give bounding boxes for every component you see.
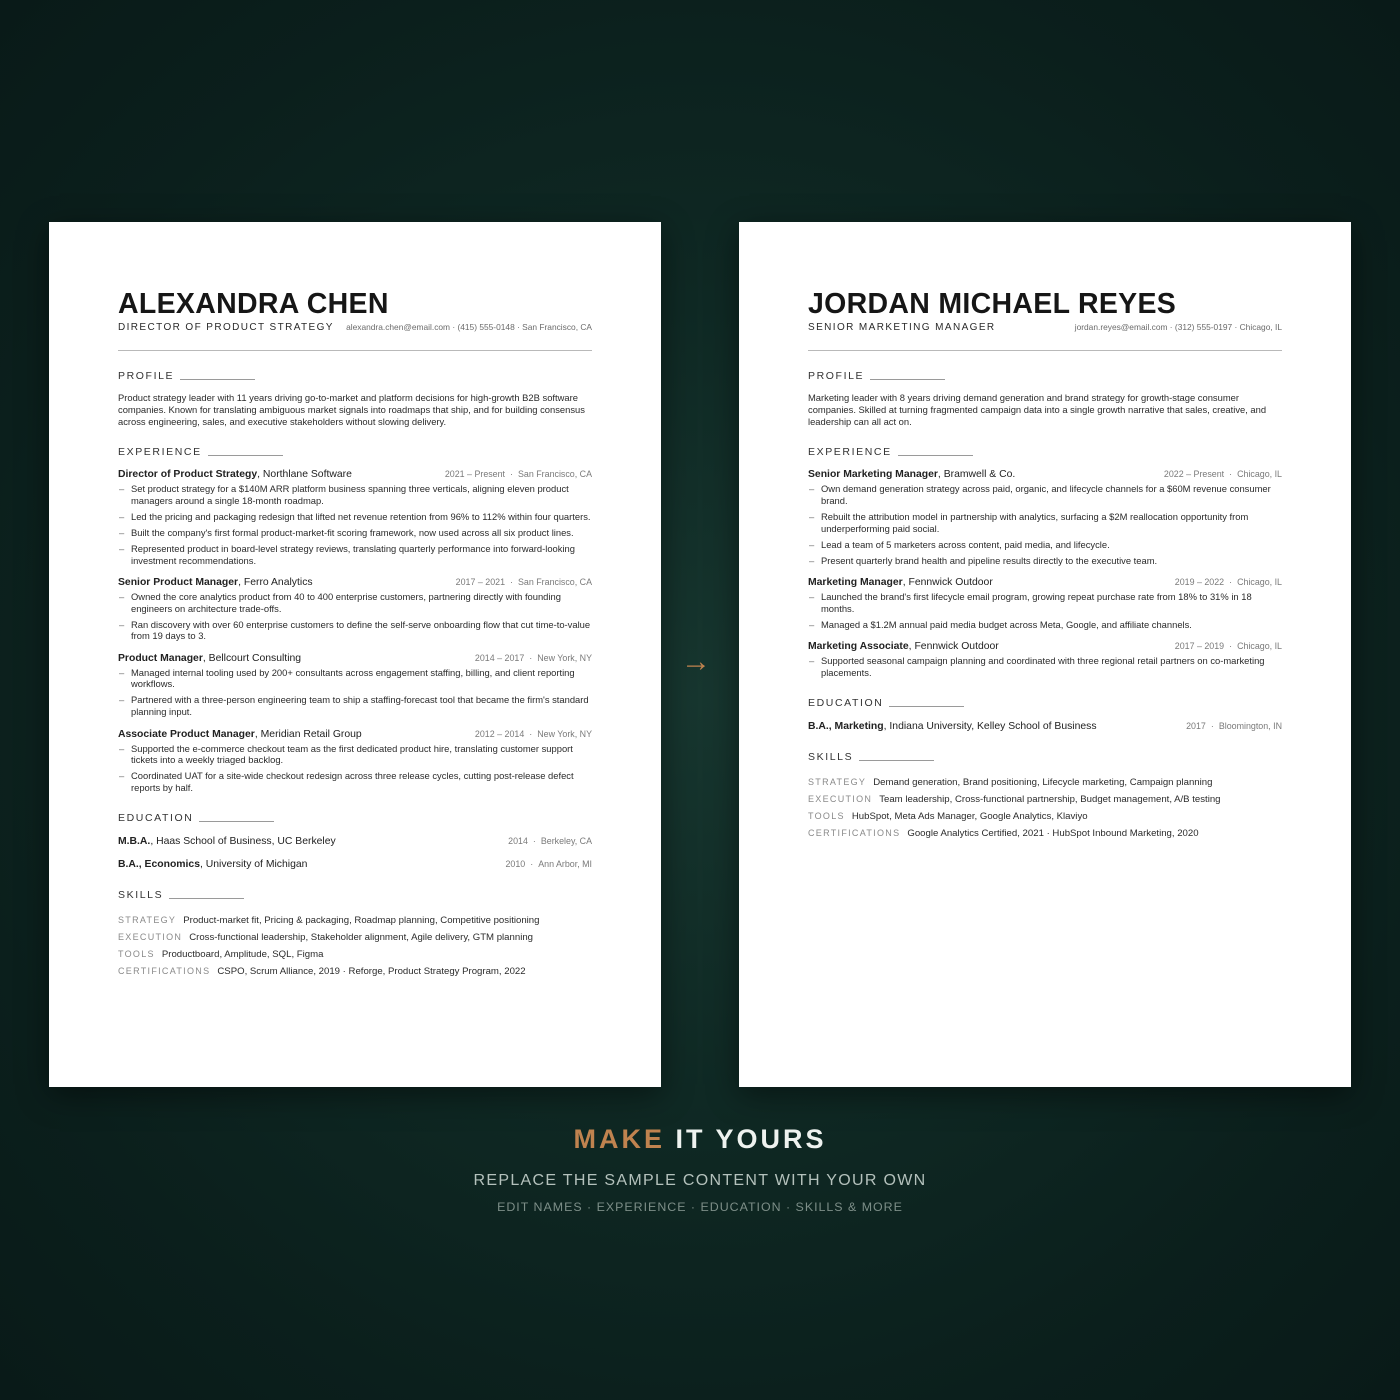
job-role: Director of Product Strategy [118, 469, 258, 481]
job-company: , Bramwell & Co. [937, 469, 1016, 481]
job-bullet: – Set product strategy for a $140M ARR platform business spanning three verticals, aligning eleven product managers around a single 18-month roadmap. [118, 483, 592, 506]
job-dates: 2021 – Present [444, 469, 506, 480]
edu-degree: M.B.A. [118, 836, 151, 848]
experience-entry: Senior Marketing Manager, Bramwell & Co. 2022 – Present · Chicago, IL – Own demand generation strategy across paid, organic, and lifecycle channels for a $60M revenue consumer brand. – Rebuilt the attribution model in partnership with analytics, surfacing a $2M reallocation opportunity from underperforming paid social. – Lead a team of 5 marketers across content, paid media, and lifecycle. – Present quarterly brand health and pipeline results directly to the executive team. [808, 469, 1282, 566]
job-bullet: – Coordinated UAT for a site-wide checkout redesign across three release cycles, cutting post-release defect reports by half. [118, 770, 592, 793]
section-heading-experience: EXPERIENCE [118, 446, 592, 458]
job-role: Senior Product Manager [118, 577, 239, 589]
job-bullet: – Launched the brand's first lifecycle email program, growing repeat purchase rate from 18% to 31% in 18 months. [808, 591, 1282, 614]
job-bullet: – Partnered with a three-person engineering team to ship a staffing-forecast tool that became the firm's standard planning input. [118, 694, 592, 717]
resume-contact: alexandra.chen@email.com · (415) 555-0148 · San Francisco, CA [346, 322, 592, 332]
job-bullet: – Managed internal tooling used by 200+ consultants across engagement staffing, billing, and client reporting workflows. [118, 667, 592, 690]
job-dates: 2019 – 2022 [1174, 577, 1225, 588]
edu-school: , Haas School of Business, UC Berkeley [150, 836, 336, 848]
skill-items: Productboard, Amplitude, SQL, Figma [161, 949, 324, 961]
resume-title: DIRECTOR OF PRODUCT STRATEGY [118, 322, 334, 333]
job-location: San Francisco, CA [518, 469, 592, 480]
skill-items: CSPO, Scrum Alliance, 2019 · Reforge, Product Strategy Program, 2022 [217, 966, 526, 978]
job-role: Marketing Manager [808, 577, 903, 589]
experience-entry: Product Manager, Bellcourt Consulting 2014 – 2017 · New York, NY – Managed internal tooling used by 200+ consultants across engagement staffing, billing, and client reporting workflows. – Partnered with a three-person engineering team to ship a staffing-forecast tool that became the firm's standard planning input. [118, 653, 592, 718]
job-dates: 2014 – 2017 [474, 652, 525, 663]
job-location: Chicago, IL [1237, 641, 1282, 652]
footer-headline-rest: IT YOURS [664, 1124, 827, 1154]
skill-row [808, 774, 1282, 791]
section-heading-profile: PROFILE [808, 370, 1282, 382]
skill-row [808, 808, 1282, 825]
profile-text: Marketing leader with 8 years driving demand generation and brand strategy for growth-stage consumer companies. Skilled at turning fragmented campaign data into a single growth narrative that sales, creative, and leadership can all act on. [808, 392, 1267, 427]
experience-entry: Associate Product Manager, Meridian Retail Group 2012 – 2014 · New York, NY – Supported the e-commerce checkout team as the first dedicated product hire, translating customer support tickets into a weekly triaged backlog. – Coordinated UAT for a site-wide checkout redesign across three release cycles, cutting post-release defect reports by half. [118, 729, 592, 794]
skill-items: Product-market fit, Pricing & packaging, Roadmap planning, Competitive positioning [183, 915, 540, 927]
job-dates: 2017 – 2019 [1174, 641, 1225, 652]
edu-year: 2014 [508, 836, 528, 847]
job-bullet: – Owned the core analytics product from 40 to 400 enterprise customers, partnering directly with founding engineers on architecture trade-offs. [118, 591, 592, 614]
job-bullet: – Represented product in board-level strategy reviews, translating quarterly performance into forward-looking investment recommendations. [118, 543, 592, 566]
skill-items: Google Analytics Certified, 2021 · HubSpot Inbound Marketing, 2020 [907, 828, 1199, 840]
skill-category: EXECUTION [118, 932, 183, 943]
experience-entry: Director of Product Strategy, Northlane Software 2021 – Present · San Francisco, CA – Set product strategy for a $140M ARR platform business spanning three verticals, aligning eleven product managers around a single 18-month roadmap. – Led the pricing and packaging redesign that lifted net revenue retention from 96% to 112% within four quarters. – Built the company's first formal product-market-fit scoring framework, now used across all six product lines. – Represented product in board-level strategy reviews, translating quarterly performance into forward-looking investment recommendations. [118, 469, 592, 566]
resume-header-row [808, 322, 1282, 333]
job-company: , Meridian Retail Group [254, 728, 362, 740]
edu-school: , University of Michigan [200, 859, 308, 871]
header-divider [808, 350, 1282, 351]
edu-location: Ann Arbor, MI [538, 859, 592, 870]
section-heading-profile: PROFILE [118, 370, 592, 382]
skills-list [118, 912, 592, 980]
skill-row [118, 912, 592, 929]
edu-degree: B.A., Economics [118, 859, 200, 871]
skill-category: CERTIFICATIONS [808, 828, 901, 839]
section-heading-skills: SKILLS [118, 889, 592, 901]
resume-name: JORDAN MICHAEL REYES [808, 288, 1177, 320]
job-bullet: – Managed a $1.2M annual paid media budget across Meta, Google, and affiliate channels. [808, 619, 1282, 631]
skill-items: Cross-functional leadership, Stakeholder alignment, Agile delivery, GTM planning [189, 932, 533, 944]
job-location: Chicago, IL [1237, 469, 1282, 480]
footer-headline [0, 1124, 1400, 1155]
job-role: Senior Marketing Manager [808, 469, 938, 481]
skill-items: HubSpot, Meta Ads Manager, Google Analytics, Klaviyo [851, 811, 1088, 823]
skill-items: Demand generation, Brand positioning, Lifecycle marketing, Campaign planning [873, 777, 1213, 789]
skill-category: STRATEGY [808, 777, 867, 788]
resume-title: SENIOR MARKETING MANAGER [808, 322, 996, 333]
job-location: San Francisco, CA [518, 577, 592, 588]
header-divider [118, 350, 592, 351]
job-location: New York, NY [537, 652, 592, 663]
skill-row [808, 825, 1282, 842]
skill-items: Team leadership, Cross-functional partnership, Budget management, A/B testing [879, 794, 1221, 806]
resume-page-right [739, 222, 1351, 1087]
section-heading-experience: EXPERIENCE [808, 446, 1282, 458]
job-role: Marketing Associate [808, 641, 909, 653]
education-entry: M.B.A., Haas School of Business, UC Berkeley 2014 · Berkeley, CA [118, 836, 592, 848]
skill-row [808, 791, 1282, 808]
edu-year: 2017 [1186, 721, 1206, 732]
job-bullet: – Rebuilt the attribution model in partnership with analytics, surfacing a $2M reallocation opportunity from underperforming paid social. [808, 511, 1282, 534]
job-company: , Northlane Software [257, 469, 352, 481]
job-bullet: – Ran discovery with over 60 enterprise customers to define the self-serve onboarding flow that cut time-to-value from 19 days to 3. [118, 619, 592, 642]
resume-page-left [49, 222, 661, 1087]
skill-category: STRATEGY [118, 915, 177, 926]
skill-category: CERTIFICATIONS [118, 966, 211, 977]
job-bullet: – Supported seasonal campaign planning and coordinated with three regional retail partners on co-marketing placements. [808, 655, 1282, 678]
footer-subheadline: REPLACE THE SAMPLE CONTENT WITH YOUR OWN [473, 1172, 927, 1189]
job-role: Product Manager [118, 652, 203, 664]
job-bullet: – Supported the e-commerce checkout team as the first dedicated product hire, translating customer support tickets into a weekly triaged backlog. [118, 743, 592, 766]
edu-year: 2010 [505, 859, 526, 870]
edu-location: Bloomington, IN [1218, 721, 1282, 732]
job-location: Chicago, IL [1237, 577, 1282, 588]
profile-text: Product strategy leader with 11 years driving go-to-market and platform decisions for high-growth B2B software companies. Known for translating ambiguous market signals into roadmaps that ship, and for building consensus across engineering, sales, and executive stakeholders without slowing delivery. [118, 392, 585, 427]
job-dates: 2012 – 2014 [474, 728, 525, 739]
skill-row [118, 946, 592, 963]
experience-entry: Senior Product Manager, Ferro Analytics 2017 – 2021 · San Francisco, CA – Owned the core analytics product from 40 to 400 enterprise customers, partnering directly with founding engineers on architecture trade-offs. – Ran discovery with over 60 enterprise customers to define the self-serve onboarding flow that cut time-to-value from 19 days to 3. [118, 577, 592, 642]
job-role: Associate Product Manager [118, 728, 255, 740]
job-company: , Fennwick Outdoor [908, 641, 999, 653]
job-bullet: – Led the pricing and packaging redesign that lifted net revenue retention from 96% to 112% within four quarters. [118, 511, 592, 523]
skill-row [118, 963, 592, 980]
job-company: , Bellcourt Consulting [202, 652, 302, 664]
skill-category: EXECUTION [808, 794, 873, 805]
arrow-right-icon: → [681, 645, 711, 678]
skill-category: TOOLS [808, 811, 845, 822]
skill-row [118, 929, 592, 946]
resume-header-row [118, 322, 592, 333]
job-bullet: – Lead a team of 5 marketers across content, paid media, and lifecycle. [808, 539, 1282, 551]
job-dates: 2017 – 2021 [455, 577, 506, 588]
job-company: , Fennwick Outdoor [902, 577, 993, 589]
section-heading-education: EDUCATION [118, 812, 592, 824]
education-entry: B.A., Economics, University of Michigan 2010 · Ann Arbor, MI [118, 859, 592, 871]
job-location: New York, NY [537, 728, 592, 739]
footer-features: EDIT NAMES · EXPERIENCE · EDUCATION · SKILLS & MORE [497, 1200, 903, 1214]
job-dates: 2022 – Present [1163, 469, 1225, 480]
edu-location: Berkeley, CA [540, 836, 592, 847]
job-bullet: – Built the company's first formal product-market-fit scoring framework, now used across all six product lines. [118, 527, 592, 539]
resume-contact: jordan.reyes@email.com · (312) 555-0197 · Chicago, IL [1074, 322, 1282, 332]
skill-category: TOOLS [118, 949, 155, 960]
section-heading-education: EDUCATION [808, 697, 1282, 709]
footer-headline-accent: MAKE [573, 1124, 665, 1154]
experience-entry: Marketing Associate, Fennwick Outdoor 2017 – 2019 · Chicago, IL – Supported seasonal campaign planning and coordinated with three regional retail partners on co-marketing placements. [808, 641, 1282, 678]
experience-entry: Marketing Manager, Fennwick Outdoor 2019 – 2022 · Chicago, IL – Launched the brand's first lifecycle email program, growing repeat purchase rate from 18% to 31% in 18 months. – Managed a $1.2M annual paid media budget across Meta, Google, and affiliate channels. [808, 577, 1282, 630]
job-bullet: – Own demand generation strategy across paid, organic, and lifecycle channels for a $60M revenue consumer brand. [808, 483, 1282, 506]
job-company: , Ferro Analytics [238, 577, 313, 589]
resume-name: ALEXANDRA CHEN [118, 288, 389, 320]
skills-list [808, 774, 1282, 842]
edu-school: , Indiana University, Kelley School of Business [883, 721, 1097, 733]
edu-degree: B.A., Marketing [808, 721, 884, 733]
education-entry: B.A., Marketing, Indiana University, Kelley School of Business 2017 · Bloomington, IN [808, 721, 1282, 733]
job-bullet: – Present quarterly brand health and pipeline results directly to the executive team. [808, 555, 1282, 567]
section-heading-skills: SKILLS [808, 751, 1282, 763]
